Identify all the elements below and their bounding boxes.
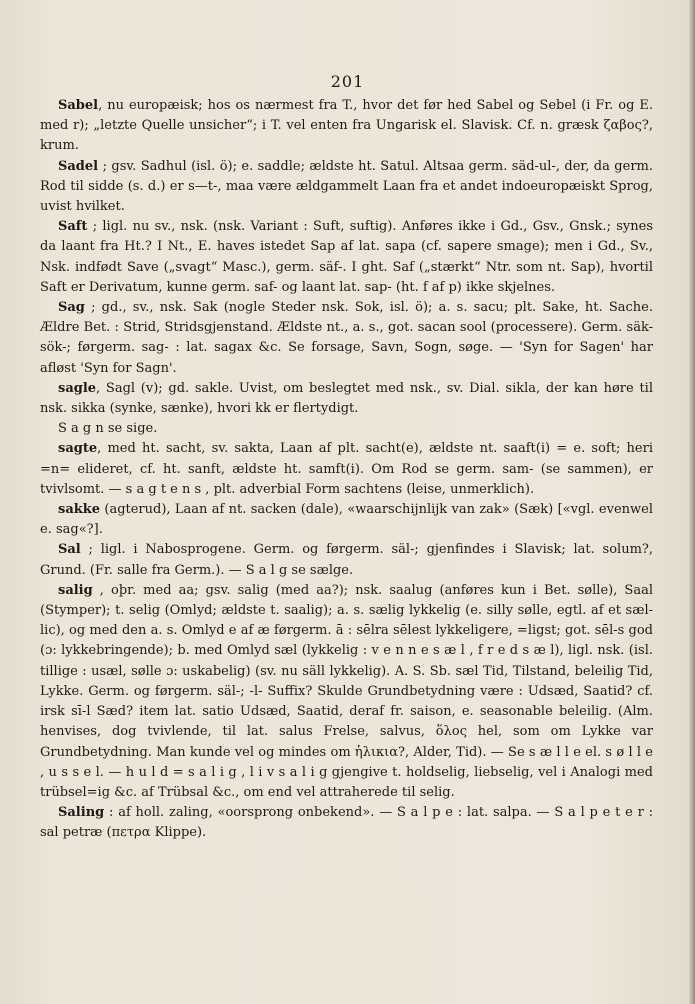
entry-sagn (40, 419, 653, 439)
entry-sadel (40, 157, 653, 218)
entry-sal (40, 540, 653, 580)
entry-salig (40, 581, 653, 803)
entry-saling (40, 803, 653, 843)
entry-body: S a g n se sige. (58, 421, 158, 437)
entry-body: , nu europæisk; hos os nærmest fra T., hvor det før hed Sabel og Sebel (i Fr. og E. med r); „letzte Quelle unsicher“; i T. vel enten fra Ungarisk el. Slavisk. Cf. n. græsk ζαβος?, krum. (40, 98, 653, 154)
page-number: 201 (330, 72, 365, 91)
entry-body: (agterud), Laan af nt. sacken (dale), «waarschijnlijk van zak» (Sæk) [«vgl. evenwel e. sag«?]. (40, 502, 653, 538)
headword: Sal (58, 542, 81, 558)
headword: Sag (58, 300, 85, 316)
entry-sakke (40, 500, 653, 540)
entry-sagle (40, 379, 653, 419)
entry-sagte (40, 439, 653, 500)
entry-body: , med ht. sacht, sv. sakta, Laan af plt. sacht(e), ældste nt. saaft(i) = e. soft; heri =n= elideret, cf. ht. sanft, ældste ht. samft(i). Om Rod se germ. sam- (se sammen), er tvivlsomt. — s a g t e n s , plt. adverbial Form sachtens (leise, unmerklich). (40, 441, 653, 497)
entry-body: , Sagl (v); gd. sakle. Uvist, om beslegtet med nsk., sv. Dial. sikla, der kan høre til nsk. sikka (synke, sænke), hvori kk er flertydigt. (40, 380, 653, 417)
headword: salig (58, 582, 93, 598)
dictionary-text (40, 96, 653, 844)
entry-body: ; gd., sv., nsk. Sak (nogle Steder nsk. Sok, isl. ö); a. s. sacu; plt. Sake, ht. Sache. Ældre Bet. : Strid, Stridsgjenstand. Ældste nt., a. s., got. sacan sool (processere). Germ. säk- sök-; førgerm. sag- : lat. sagax &c. Se forsage, Savn, Sogn, søge. — 'Syn for Sagen' har afløst 'Syn for Sagn'. (40, 300, 653, 376)
entry-body: , oþr. med aa; gsv. salig (med aa?); nsk. saalug (anføres kun i Bet. sølle), Saal (Stymper); t. selig (Omlyd; ældste t. saalig); a. s. sælig lykkelig (e. silly sølle, egtl. af et sæl-lic), og med den a. s. Omlyd e af æ førgerm. ā : sēlra sēlest lykkeligere, =ligst; got. sēl-s god (ɔ: lykkebringende); b. med Omlyd sæl (lykkelig : v e n n e s æ l , f r e d s æ l), ligl. nsk. (isl. tillige : usæl, sølle ɔ: uskabelig) (sv. nu säll lykkelig). A. S. Sb. sæl Tid, Tilstand, beleilig Tid, Lykke. Germ. og førgerm. säl-; -l- Suffix? Skulde Grundbetydning være : Udsæd, Saatid? cf. irsk sī-l Sæd? item lat. satio Udsæd, Saatid, deraf fr. saison, e. seasonable beleilig. (Alm. henvises, dog tvivlende, til lat. salus Frelse, salvus, ὅλος hel, som om Lykke var Grundbetydning. Man kunde vel og mindes om ἡλικια?, Alder, Tid). — Se s æ l l e el. s ø l l e , u s s e l. — h u l d = s a l i g , l i v s a l i g gjengive t. holdselig, liebselig, vel i Analogi med trübsel=ig &c. af Trübsal &c., om end vel attraherede til selig. (40, 582, 653, 800)
headword: Saft (58, 219, 88, 235)
headword: sagte (58, 441, 98, 457)
page-edge-shadow (689, 0, 695, 1004)
entry-body: : af holl. zaling, «oorsprong onbekend». — S a l p e : lat. salpa. — S a l p e t e r : sal petræ (πετρα Klippe). (40, 805, 653, 841)
headword: Sabel (58, 98, 99, 113)
entry-sag (40, 298, 653, 379)
entry-saft (40, 217, 653, 298)
entry-body: ; gsv. Sadhul (isl. ö); e. saddle; ældste ht. Satul. Altsaa germ. säd-ul-, der, da germ. Rod til sidde (s. d.) er s—t-, maa være ældgammelt Laan fra et andet indoeuropæiskt Sprog, uvist hvilket. (40, 158, 653, 215)
headword: Saling (58, 805, 105, 821)
entry-body: ; ligl. nu sv., nsk. (nsk. Variant : Suft, suftig). Anføres ikke i Gd., Gsv., Gnsk.; synes da laant fra Ht.? I Nt., E. haves istedet Sap af lat. sapa (cf. sapere smage); men i Gd., Sv., Nsk. indfødt Save („svagt“ Masc.), germ. säf-. I ght. Saf („stærkt“ Ntr. som nt. Sap), hvortil Saft er Derivatum, kunne germ. saf- og laant lat. sap- (ht. f af p) ikke skjelnes. (40, 219, 653, 295)
entry-body: ; ligl. i Nabosprogene. Germ. og førgerm. säl-; gjenfindes i Slavisk; lat. solum?, Grund. (Fr. salle fra Germ.). — S a l g se sælge. (40, 542, 653, 578)
headword: sakke (58, 502, 101, 518)
headword: Sadel (58, 158, 99, 174)
headword: sagle (58, 380, 97, 396)
entry-sabel (40, 96, 653, 157)
